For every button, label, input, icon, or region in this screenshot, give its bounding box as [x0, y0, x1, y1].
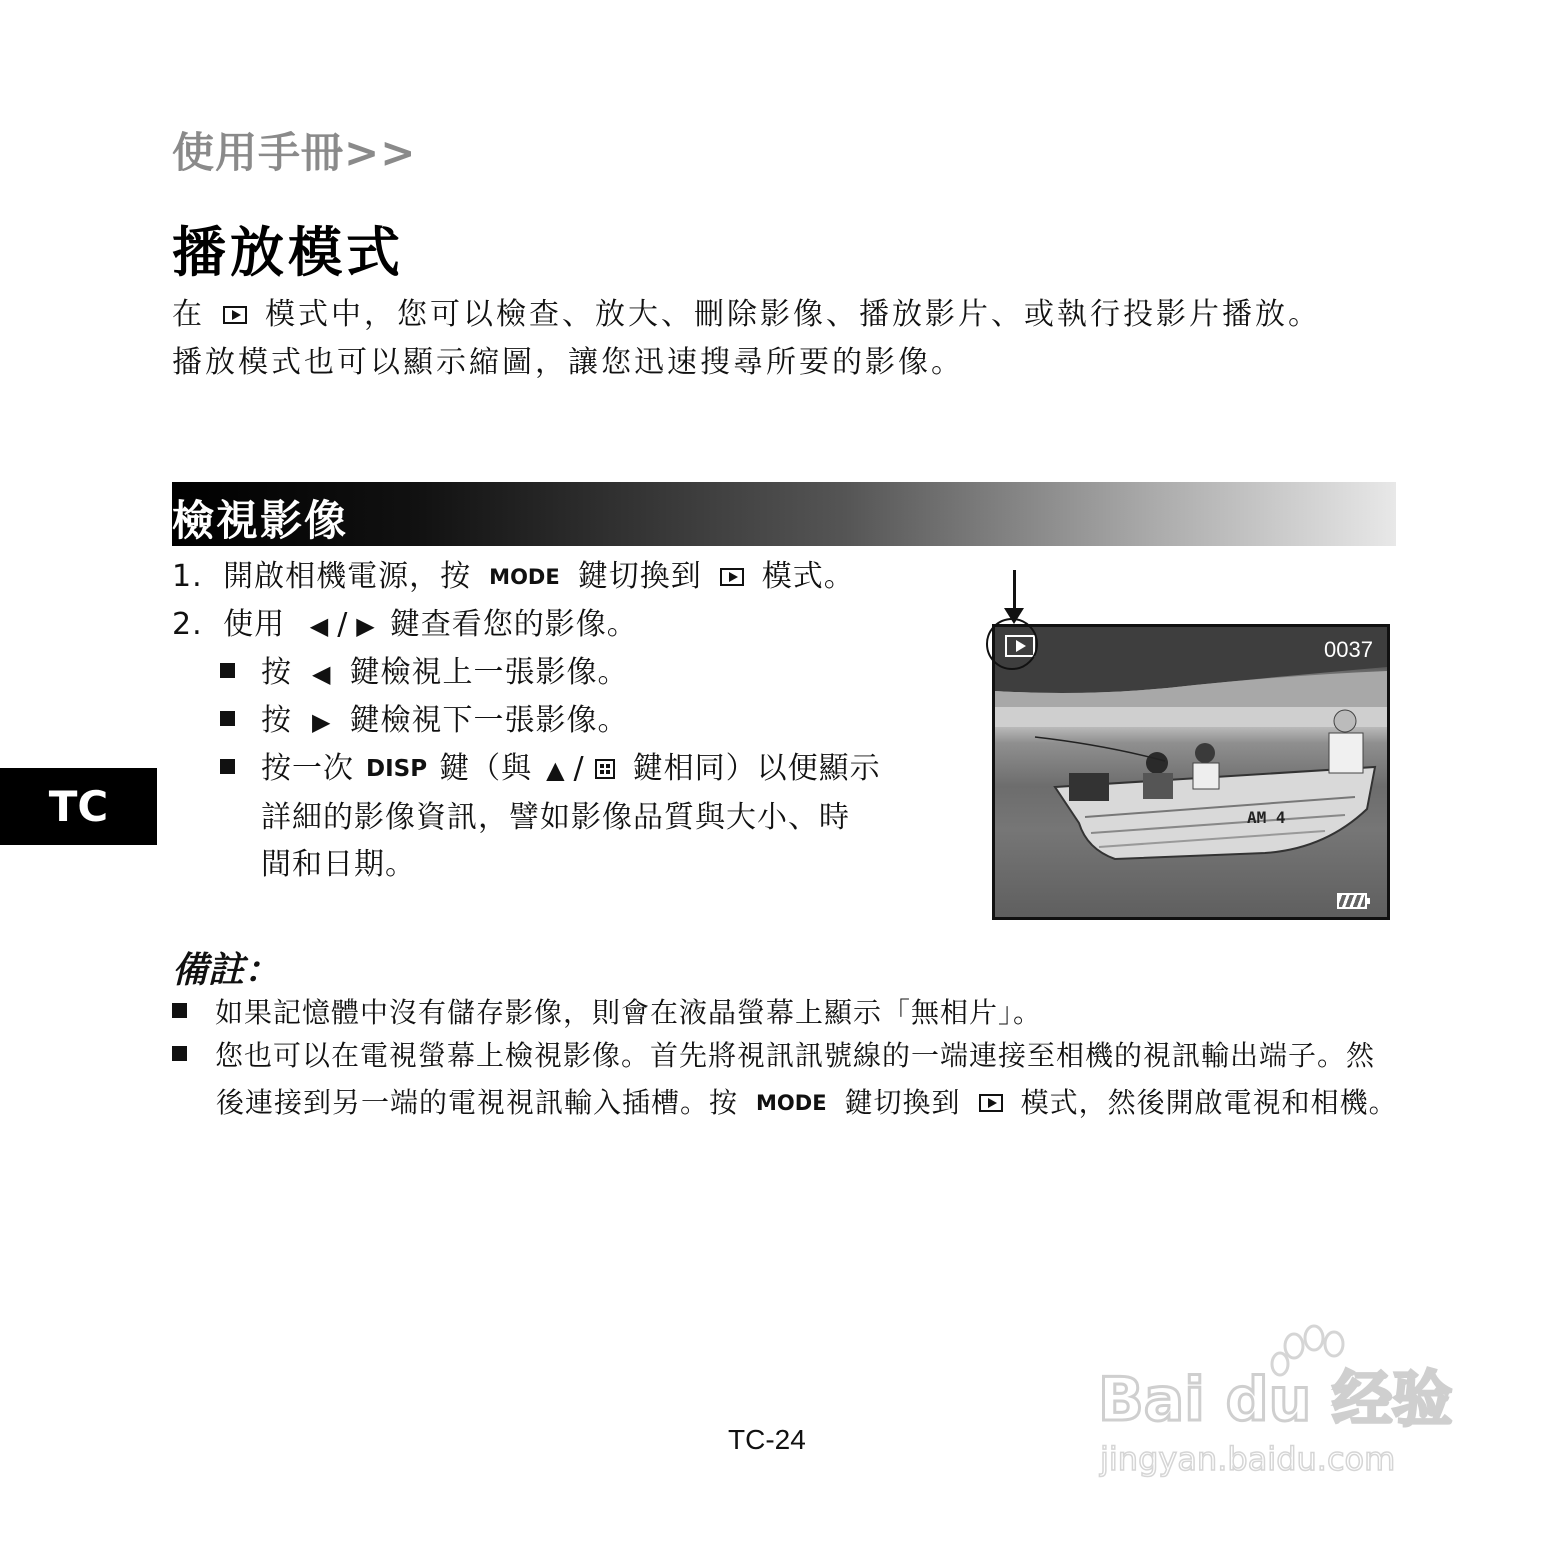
left-arrow-icon: ◀ [312, 660, 332, 688]
bullet-next-image [220, 698, 628, 745]
note-text: 模式，然後開啟電視和相機。 [1020, 1086, 1398, 1119]
step-number: 2. [172, 607, 203, 642]
note-item-1 [172, 990, 1042, 1036]
highlight-circle [986, 618, 1038, 670]
baidu-watermark-logo [1098, 1320, 1458, 1480]
playback-icon [979, 1094, 1003, 1112]
boat-label: AM 4 [1247, 808, 1286, 827]
bullet-prev-image [220, 650, 628, 697]
boat-scene-illustration [995, 627, 1387, 917]
image-counter: 0037 [1324, 637, 1373, 662]
bullet-disp [220, 746, 881, 793]
step-number: 1. [172, 559, 203, 594]
watermark-url: jingyan.baidu.com [1100, 1440, 1396, 1478]
page-number: TC-24 [728, 1424, 806, 1455]
note-item-2-line-2 [216, 1080, 1398, 1126]
right-arrow-icon: ▶ [356, 612, 376, 640]
note-text: 如果記憶體中沒有儲存影像，則會在液晶螢幕上顯示「無相片」。 [215, 996, 1043, 1029]
up-arrow-icon: ▲ [546, 756, 566, 784]
note-text: 您也可以在電視螢幕上檢視影像。首先將視訊訊號線的一端連接至相機的視訊輸出端子。然 [215, 1039, 1376, 1072]
right-arrow-icon: ▶ [312, 708, 332, 736]
bullet-text: 按一次 [261, 751, 354, 786]
bullet-text: 按 [261, 655, 292, 690]
notes-heading: 備註： [172, 950, 281, 991]
language-tab: TC [0, 768, 157, 845]
bullet-square-icon [172, 1046, 187, 1061]
bullet-disp-line-2: 詳細的影像資訊，譬如影像品質與大小、時 [261, 800, 850, 835]
bullet-text: 鍵檢視下一張影像。 [349, 703, 629, 738]
bullet-text: 鍵檢視上一張影像。 [349, 655, 629, 690]
bullet-text: 鍵相同）以便顯示 [632, 751, 881, 786]
intro-line-2: 播放模式也可以顯示縮圖，讓您迅速搜尋所要的影像。 [172, 345, 964, 380]
disp-key-label: DISP [366, 756, 428, 782]
slash: / [337, 607, 349, 642]
step-1 [172, 554, 855, 600]
breadcrumb: 使用手冊>> [172, 128, 417, 177]
step-2 [172, 602, 638, 649]
intro-text: 模式中，您可以檢查、放大、刪除影像、播放影片、或執行投影片播放。 [265, 297, 1321, 332]
playback-icon [720, 568, 744, 586]
step-text: 模式。 [761, 559, 855, 594]
section-title: 檢視影像 [172, 496, 349, 545]
page-title: 播放模式 [172, 221, 404, 284]
bullet-square-icon [220, 663, 235, 678]
intro-line-1 [172, 292, 1321, 338]
note-text: 後連接到另一端的電視視訊輸入插槽。按 [216, 1086, 739, 1119]
step-text: 開啟相機電源，按 [223, 559, 472, 594]
playback-icon [223, 306, 247, 324]
mode-key-label: MODE [489, 565, 560, 589]
mode-key-label: MODE [756, 1091, 827, 1115]
bullet-square-icon [172, 1003, 187, 1018]
playback-screen-photo [992, 624, 1390, 920]
slash: / [573, 751, 585, 786]
section-header-bar [172, 482, 1396, 546]
left-arrow-icon: ◀ [309, 612, 330, 640]
note-item-2 [172, 1033, 1375, 1079]
step-text: 使用 [223, 607, 286, 642]
step-text: 鍵切換到 [577, 559, 702, 594]
step-text: 鍵查看您的影像。 [389, 607, 638, 642]
display-icon [595, 759, 615, 779]
intro-text: 在 [172, 297, 205, 332]
note-text: 鍵切換到 [844, 1086, 961, 1119]
bullet-square-icon [220, 759, 235, 774]
watermark-brand: Bai du 经验 [1098, 1365, 1453, 1435]
battery-icon [1337, 893, 1367, 909]
bullet-text: 按 [261, 703, 292, 738]
bullet-text: 鍵（與 [439, 751, 533, 786]
bullet-square-icon [220, 711, 235, 726]
bullet-disp-line-3: 間和日期。 [261, 847, 416, 882]
